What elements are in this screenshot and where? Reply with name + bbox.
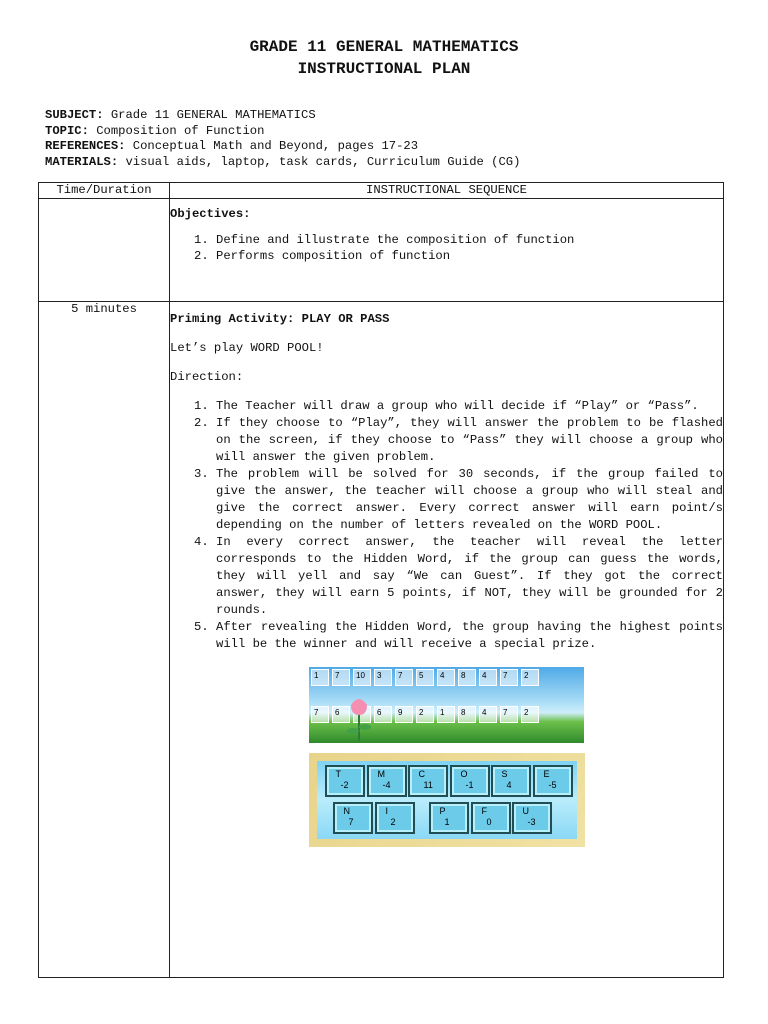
word-pool-cell: 2	[521, 669, 539, 686]
letter-tile	[408, 765, 448, 797]
tile-letter: I	[385, 806, 389, 816]
time-duration-header: Time/Duration	[39, 183, 170, 199]
direction-step: 1. The Teacher will draw a group who will decide if “Play” or “Pass”.	[216, 398, 723, 415]
word-pool-cell: 1	[437, 706, 455, 723]
tile-letter: C	[418, 769, 425, 779]
materials-label: MATERIALS:	[45, 154, 119, 169]
materials-value: visual aids, laptop, task cards, Curriculum Guide (CG)	[125, 154, 521, 169]
word-pool-cell: 6	[332, 706, 350, 723]
direction-step: 4. In every correct answer, the teacher will reveal the letter corresponds to the Hidden Word, if the group can guess the words, they will yell and say “We can Guest”. If they got the correct answer, they will earn 5 points, if NOT, they will be grounded for 2 rounds.	[216, 534, 723, 619]
tile-letter: S	[501, 769, 508, 779]
tile-letter: F	[481, 806, 487, 816]
word-pool-cell: 3	[374, 669, 392, 686]
references-label: REFERENCES:	[45, 139, 126, 153]
word-pool-cell: 8	[458, 706, 476, 723]
word-pool-cell: 10	[353, 669, 371, 686]
word-pool-cell: 8	[458, 669, 476, 686]
tile-value: -2	[340, 780, 349, 790]
direction-label: Direction:	[170, 370, 244, 384]
word-pool-cell: 6	[374, 706, 392, 723]
tile-value: 2	[390, 817, 396, 827]
letter-tile	[512, 802, 552, 834]
tile-letter: O	[460, 769, 468, 779]
letter-tile	[333, 802, 373, 834]
letter-tiles-background	[317, 761, 577, 839]
objective-item: 2. Performs composition of function	[216, 249, 723, 265]
tile-letter: M	[377, 769, 385, 779]
direction-step: 3. The problem will be solved for 30 seconds, if the group failed to give the answer, the teacher will choose a group who will steal and give the correct answer. Every correct answer will earn point/s depending on the number of letters revealed on the WORD POOL.	[216, 466, 723, 534]
tile-value: 11	[423, 780, 433, 790]
tile-value: 0	[486, 817, 492, 827]
topic-value: Composition of Function	[96, 123, 265, 138]
objectives-row	[39, 199, 724, 302]
priming-heading-title: PLAY OR PASS	[301, 312, 390, 326]
word-pool-image	[309, 667, 584, 743]
priming-activity-row	[39, 302, 724, 978]
word-pool-cell: 4	[479, 669, 497, 686]
tulip-flower-icon	[345, 695, 373, 741]
tile-letter: T	[335, 769, 341, 779]
document-title-line1: GRADE 11 GENERAL MATHEMATICS	[249, 38, 519, 56]
references-value: Conceptual Math and Beyond, pages 17-23	[132, 139, 419, 153]
tile-value: -4	[382, 780, 391, 790]
objective-item: 1. Define and illustrate the composition of function	[216, 233, 723, 249]
objectives-list	[170, 233, 723, 264]
word-pool-cell: 7	[395, 669, 413, 686]
word-pool-cell: 1	[311, 669, 329, 686]
direction-step: 2. If they choose to “Play”, they will answer the problem to be flashed on the screen, if they choose to “Pass” they will choose a group who will answer the given problem.	[216, 415, 723, 466]
plan-metadata	[45, 108, 520, 170]
letter-tiles-image	[309, 753, 585, 847]
word-pool-cell: 7	[311, 706, 329, 723]
tile-letter: P	[439, 806, 446, 816]
objectives-time-cell	[39, 199, 170, 302]
tile-value: -5	[548, 780, 557, 790]
word-pool-cell: 2	[416, 706, 434, 723]
priming-heading	[170, 312, 723, 326]
word-pool-cell: 5	[416, 669, 434, 686]
tile-value: 1	[444, 817, 450, 827]
priming-time-cell: 5 minutes	[39, 302, 170, 978]
tile-value: -1	[465, 780, 474, 790]
word-pool-cell: 4	[479, 706, 497, 723]
priming-activity-cell	[170, 302, 724, 978]
tile-value: -3	[527, 817, 536, 827]
word-pool-cell: 2	[521, 706, 539, 723]
instructional-sequence-table	[38, 182, 724, 978]
letter-tile	[491, 765, 531, 797]
letter-tile	[533, 765, 573, 797]
tile-value: 7	[348, 817, 354, 827]
document-title-line2: INSTRUCTIONAL PLAN	[297, 60, 471, 78]
letter-tile	[375, 802, 415, 834]
tile-letter: E	[543, 769, 550, 779]
letter-tile	[471, 802, 511, 834]
priming-intro: Let’s play WORD POOL!	[170, 341, 324, 355]
objectives-cell	[170, 199, 724, 302]
letter-tile	[429, 802, 469, 834]
subject-value: Grade 11 GENERAL MATHEMATICS	[110, 108, 316, 122]
direction-steps-list	[170, 398, 723, 653]
tile-letter: N	[343, 806, 350, 816]
direction-step: 5. After revealing the Hidden Word, the group having the highest points will be the winner and will receive a special prize.	[216, 619, 723, 653]
word-pool-cell: 7	[332, 669, 350, 686]
objectives-heading: Objectives:	[170, 207, 251, 221]
topic-label: TOPIC:	[45, 123, 89, 138]
word-pool-cell: 4	[437, 669, 455, 686]
instructional-sequence-header: INSTRUCTIONAL SEQUENCE	[170, 183, 724, 199]
letter-tile	[367, 765, 407, 797]
tile-value: 4	[506, 780, 512, 790]
table-header-row	[39, 183, 724, 199]
priming-heading-label: Priming Activity:	[170, 312, 295, 326]
word-pool-cell: 9	[395, 706, 413, 723]
word-pool-cell: 7	[500, 669, 518, 686]
letter-tile	[325, 765, 365, 797]
tile-letter: U	[522, 806, 529, 816]
word-pool-cell: 7	[500, 706, 518, 723]
letter-tile	[450, 765, 490, 797]
subject-label: SUBJECT:	[45, 108, 104, 122]
word-pool-row-1	[311, 669, 542, 686]
